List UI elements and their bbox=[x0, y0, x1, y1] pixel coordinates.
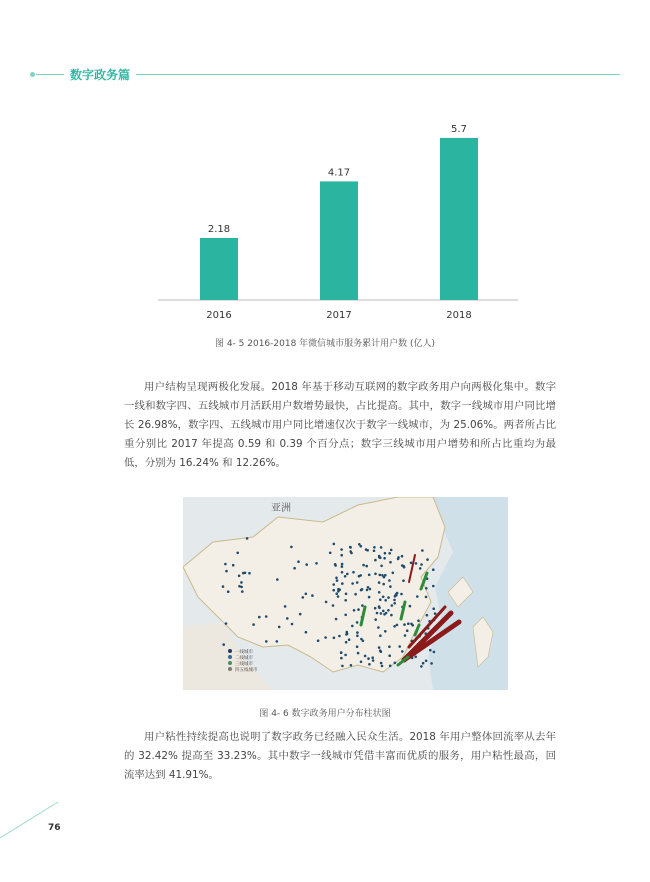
city-dot bbox=[420, 665, 423, 668]
city-dot bbox=[340, 657, 343, 660]
city-dot bbox=[381, 665, 384, 668]
city-dot bbox=[425, 596, 428, 599]
city-dot bbox=[348, 638, 351, 641]
city-dot bbox=[360, 545, 363, 548]
city-dot bbox=[305, 631, 308, 634]
city-dot bbox=[265, 615, 268, 618]
city-dot bbox=[335, 592, 338, 595]
city-dot bbox=[324, 636, 327, 639]
city-dot bbox=[252, 623, 255, 626]
legend-item: 四五线城市 bbox=[235, 668, 258, 673]
bar-value-label: 4.17 bbox=[327, 167, 351, 179]
city-dot bbox=[341, 565, 344, 568]
city-dot bbox=[390, 614, 393, 617]
city-dot bbox=[299, 613, 302, 616]
city-dot bbox=[225, 570, 228, 573]
city-dot bbox=[367, 586, 370, 589]
city-dot bbox=[378, 556, 381, 559]
city-dot bbox=[332, 604, 335, 607]
city-dot bbox=[341, 665, 344, 668]
city-dot bbox=[368, 596, 371, 599]
city-dot bbox=[404, 634, 407, 637]
city-dot bbox=[400, 593, 403, 596]
city-dot bbox=[414, 656, 417, 659]
x-tick-label: 2018 bbox=[446, 310, 472, 321]
city-dot bbox=[421, 549, 424, 552]
paragraph-user-structure: 用户结构呈现两极化发展。2018 年基于移动互联网的数字政务用户向两极化集中。数字一线和数字四、五线城市月活跃用户数增势最快，占比提高。其中，数字一线城市用户同比增长 26.98%，数字四、五线城市用户同比增速仅次于数字一线城市，为 25.06%。两者所占比重分别比 2017 年提高 0.59 和 0.39 个百分点；数字三线城市用户增势和所占比重均为最低，分别为 16.24% 和 12.26%。 bbox=[124, 381, 556, 469]
bar-value-label: 5.7 bbox=[451, 123, 467, 135]
city-dot bbox=[351, 625, 354, 628]
header-dot-left bbox=[30, 72, 35, 77]
city-dot bbox=[232, 564, 235, 567]
city-dot bbox=[238, 575, 241, 578]
city-dot bbox=[378, 605, 381, 608]
city-dot bbox=[335, 577, 338, 580]
bar-2016 bbox=[200, 238, 238, 300]
city-dot bbox=[276, 578, 279, 581]
city-dot bbox=[291, 623, 294, 626]
section-header bbox=[0, 62, 650, 88]
city-dot bbox=[349, 550, 352, 553]
city-dot bbox=[365, 565, 368, 568]
figure-caption-4-6: 图 4- 6 数字政务用户分布柱状图 bbox=[259, 709, 391, 719]
city-dot bbox=[356, 635, 359, 638]
city-dot bbox=[384, 599, 387, 602]
page-number: 76 bbox=[48, 823, 61, 833]
city-dot bbox=[248, 572, 251, 575]
city-dot bbox=[372, 659, 375, 662]
city-dot bbox=[416, 595, 419, 598]
city-dot bbox=[368, 574, 371, 577]
city-dot bbox=[374, 559, 377, 562]
city-dot bbox=[374, 573, 377, 576]
city-dot bbox=[393, 625, 396, 628]
city-dot bbox=[397, 558, 400, 561]
city-dot bbox=[333, 637, 336, 640]
legend-item: 一线城市 bbox=[235, 650, 253, 655]
city-dot bbox=[354, 593, 357, 596]
city-dot bbox=[290, 546, 293, 549]
city-dot bbox=[388, 552, 391, 555]
city-dot bbox=[329, 552, 332, 555]
city-dot bbox=[417, 619, 420, 622]
figure-caption-4-5: 图 4- 5 2016-2018 年微信城市服务累计用户数 (亿人) bbox=[214, 339, 436, 349]
city-dot bbox=[373, 546, 376, 549]
city-dot bbox=[383, 576, 386, 579]
city-dot bbox=[380, 565, 383, 568]
city-dot bbox=[391, 604, 394, 607]
city-dot bbox=[429, 649, 432, 652]
city-dot bbox=[361, 604, 364, 607]
city-dot bbox=[305, 563, 308, 566]
city-dot bbox=[357, 652, 360, 655]
city-dot bbox=[396, 592, 399, 595]
city-dot bbox=[332, 589, 335, 592]
city-dot bbox=[393, 599, 396, 602]
city-dot bbox=[430, 662, 433, 665]
city-dot bbox=[360, 661, 363, 664]
city-dot bbox=[284, 605, 287, 608]
city-dot bbox=[293, 567, 296, 570]
city-dot bbox=[426, 558, 429, 561]
city-dot bbox=[379, 574, 382, 577]
city-dot bbox=[366, 549, 369, 552]
city-dot bbox=[389, 561, 392, 564]
city-dot bbox=[373, 550, 376, 553]
city-dot bbox=[340, 548, 343, 551]
header-line-left bbox=[36, 74, 64, 75]
city-dot bbox=[378, 581, 381, 584]
city-dot bbox=[371, 656, 374, 659]
city-dot bbox=[356, 645, 359, 648]
city-dot bbox=[382, 596, 385, 599]
city-dot bbox=[265, 640, 268, 643]
city-dot bbox=[380, 662, 383, 665]
city-dot bbox=[357, 608, 360, 611]
city-dot bbox=[388, 579, 391, 582]
city-dot bbox=[422, 662, 425, 665]
city-dot bbox=[432, 568, 435, 571]
city-dot bbox=[341, 563, 344, 566]
city-dot bbox=[236, 552, 239, 555]
city-dot bbox=[344, 575, 347, 578]
user-count-bar-chart bbox=[150, 120, 522, 325]
city-dot bbox=[374, 618, 377, 621]
city-dot bbox=[374, 607, 377, 610]
city-dot bbox=[387, 609, 390, 612]
city-dot bbox=[389, 665, 392, 668]
city-dot bbox=[390, 549, 393, 552]
city-dot bbox=[380, 612, 383, 615]
city-dot bbox=[356, 631, 359, 634]
city-dot bbox=[380, 546, 383, 549]
city-dot bbox=[222, 585, 225, 588]
city-dot bbox=[345, 641, 348, 644]
city-dot bbox=[332, 583, 335, 586]
city-dot bbox=[434, 612, 437, 615]
city-dot bbox=[364, 655, 367, 658]
city-dot bbox=[315, 562, 318, 565]
city-dot bbox=[344, 614, 347, 617]
bar-2017 bbox=[320, 181, 358, 300]
city-dot bbox=[396, 624, 399, 627]
city-dot bbox=[286, 617, 289, 620]
city-dot bbox=[379, 649, 382, 652]
city-dot bbox=[238, 585, 241, 588]
city-dot bbox=[258, 616, 261, 619]
city-dot bbox=[346, 631, 349, 634]
city-dot bbox=[409, 605, 412, 608]
city-dot bbox=[338, 635, 341, 638]
city-dot bbox=[240, 581, 243, 584]
city-dot bbox=[241, 590, 244, 593]
city-dot bbox=[336, 579, 339, 582]
bar-2018 bbox=[440, 138, 478, 300]
city-dot bbox=[425, 587, 428, 590]
city-dot bbox=[225, 622, 228, 625]
corner-decoration bbox=[0, 800, 60, 840]
city-dot bbox=[385, 612, 388, 615]
city-dot bbox=[361, 588, 364, 591]
city-dot bbox=[224, 563, 227, 566]
city-dot bbox=[317, 639, 320, 642]
city-dot bbox=[358, 575, 361, 578]
city-dot bbox=[334, 563, 337, 566]
city-dot bbox=[333, 543, 336, 546]
city-dot bbox=[360, 638, 363, 641]
city-dot bbox=[425, 660, 428, 663]
city-dot bbox=[340, 651, 343, 654]
city-dot bbox=[349, 546, 352, 549]
section-title: 数字政务篇 bbox=[70, 68, 131, 82]
city-dot bbox=[305, 593, 308, 596]
city-dot bbox=[352, 571, 355, 574]
city-dot bbox=[382, 583, 385, 586]
city-dot bbox=[378, 646, 381, 649]
city-dot bbox=[415, 562, 418, 565]
map-graphic bbox=[183, 497, 508, 690]
city-dot bbox=[242, 572, 245, 575]
city-dot bbox=[311, 594, 314, 597]
city-dot bbox=[378, 591, 381, 594]
city-dot bbox=[340, 554, 343, 557]
city-dot bbox=[401, 555, 404, 558]
paragraph-user-stickiness: 用户粘性持续提高也说明了数字政务已经融入民众生活。2018 年用户整体回流率从去年的 32.42% 提高至 33.23%。其中数字一线城市凭借丰富而优质的服务，用户粘性最高，回流率达到 41.91%。 bbox=[124, 731, 556, 781]
city-dot bbox=[384, 630, 387, 633]
city-dot bbox=[426, 614, 429, 617]
city-dot bbox=[362, 564, 365, 567]
header-line-right bbox=[136, 74, 620, 75]
city-dot bbox=[302, 596, 305, 599]
x-tick-label: 2017 bbox=[326, 310, 352, 321]
city-dot bbox=[350, 664, 353, 667]
city-dot bbox=[406, 629, 409, 632]
x-tick-label: 2016 bbox=[206, 310, 232, 321]
city-dot bbox=[392, 572, 395, 575]
city-dot bbox=[227, 590, 230, 593]
city-dot bbox=[383, 557, 386, 560]
city-dot bbox=[433, 651, 436, 654]
map-region-label: 亚洲 bbox=[271, 503, 291, 514]
city-dot bbox=[341, 571, 344, 574]
user-distribution-map bbox=[183, 497, 508, 690]
city-dot bbox=[403, 623, 406, 626]
city-dot bbox=[276, 640, 279, 643]
city-dot bbox=[407, 622, 410, 625]
city-dot bbox=[345, 593, 348, 596]
city-dot bbox=[356, 581, 359, 584]
city-dot bbox=[388, 654, 391, 657]
city-dot bbox=[356, 621, 359, 624]
city-dot bbox=[297, 560, 300, 563]
city-dot bbox=[344, 599, 347, 602]
city-dot bbox=[222, 643, 225, 646]
city-dot bbox=[335, 618, 338, 621]
city-dot bbox=[387, 596, 390, 599]
city-dot bbox=[410, 623, 413, 626]
city-dot bbox=[366, 589, 369, 592]
city-dot bbox=[432, 585, 435, 588]
city-dot bbox=[419, 567, 422, 570]
city-dot bbox=[351, 582, 354, 585]
city-dot bbox=[246, 537, 249, 540]
city-dot bbox=[393, 602, 396, 605]
city-dot bbox=[377, 626, 380, 629]
city-dot bbox=[432, 607, 435, 610]
city-dot bbox=[379, 598, 382, 601]
city-dot bbox=[398, 645, 401, 648]
city-dot bbox=[394, 662, 397, 665]
city-dot bbox=[337, 595, 340, 598]
city-dot bbox=[384, 552, 387, 555]
city-dot bbox=[410, 562, 413, 565]
city-dot bbox=[325, 601, 328, 604]
city-dot bbox=[353, 609, 356, 612]
city-dot bbox=[337, 588, 340, 591]
city-dot bbox=[382, 610, 385, 613]
city-dot bbox=[346, 573, 349, 576]
city-dot bbox=[344, 654, 347, 657]
city-dot bbox=[376, 612, 379, 615]
legend-item: 三线城市 bbox=[235, 662, 253, 667]
city-dot bbox=[389, 585, 392, 588]
city-dot bbox=[403, 566, 406, 569]
city-dot bbox=[379, 634, 382, 637]
bar-value-label: 2.18 bbox=[207, 224, 231, 236]
city-dot bbox=[402, 579, 405, 582]
city-dot bbox=[388, 645, 391, 648]
city-dot bbox=[420, 563, 423, 566]
legend-item: 二线城市 bbox=[235, 656, 253, 661]
city-dot bbox=[401, 650, 404, 653]
city-dot bbox=[368, 663, 371, 666]
city-dot bbox=[278, 626, 281, 629]
city-dot bbox=[341, 582, 344, 585]
city-dot bbox=[367, 657, 370, 660]
